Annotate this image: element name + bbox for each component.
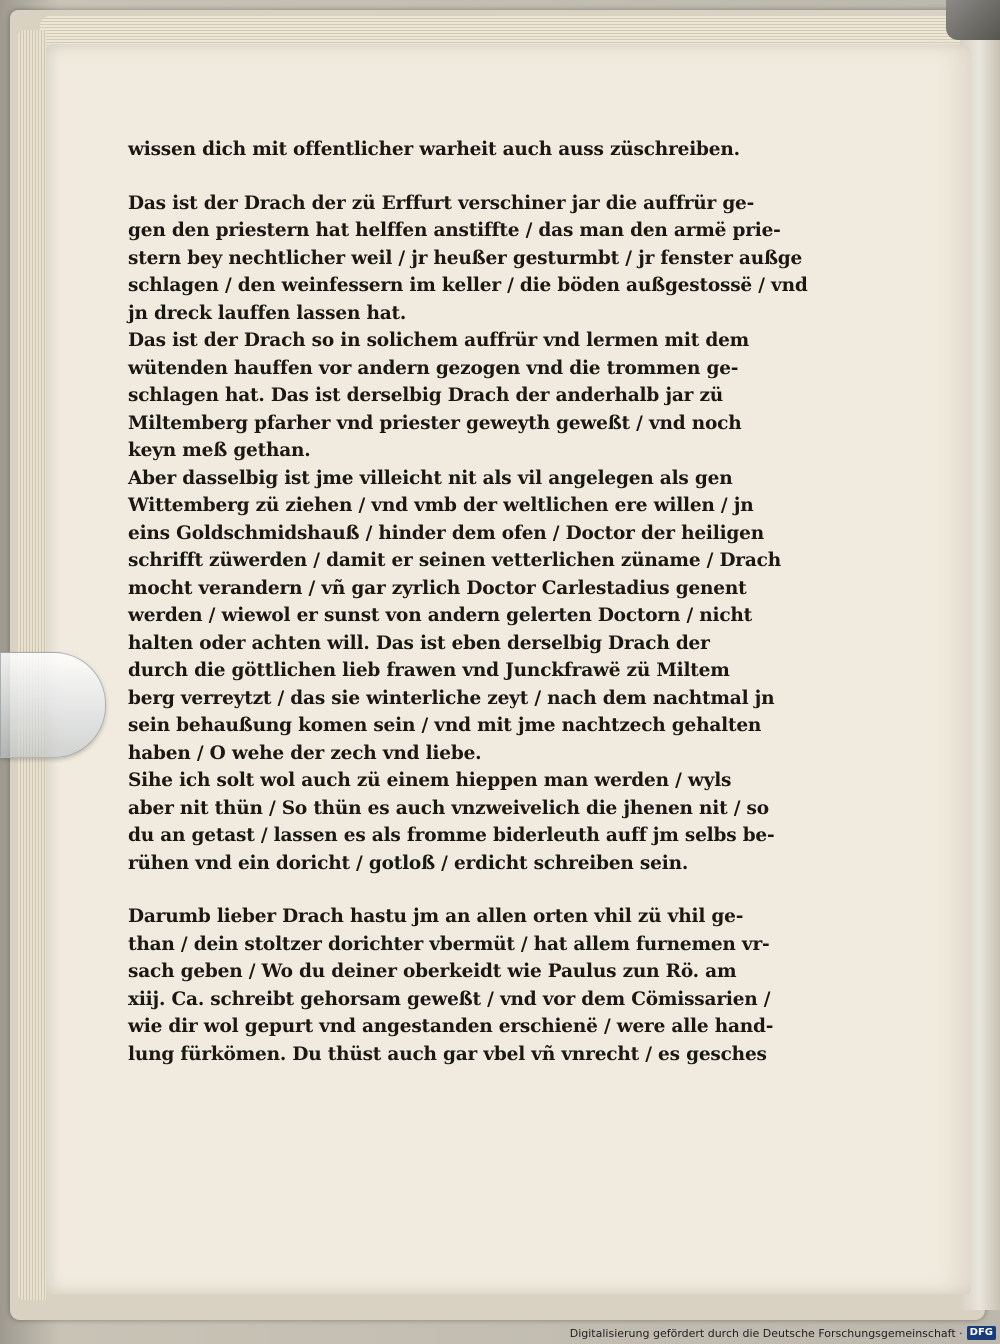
text-line: wütenden hauffen vor andern gezogen vnd die trommen ge- [128,356,739,379]
text-line: schlagen hat. Das ist derselbig Drach der anderhalb jar zü [128,384,724,406]
paragraph-gap [128,164,888,190]
page-text [128,136,888,1068]
text-line: lung fürkömen. Du thüst auch gar vbel vñ vnrecht / es gesches [128,1042,767,1065]
text-line: berg verreytzt / das sie winterliche zeyt / nach dem nachtmal jn [128,686,775,709]
text-line: Aber dasselbig ist jme villeicht nit als vil angelegen als gen [128,466,733,489]
text-line: werden / wiewol er sunst von andern gelerten Doctorn / nicht [128,604,753,626]
dfg-logo: DFG [967,1326,996,1340]
credit-text: Digitalisierung gefördert durch die Deutsche Forschungsgemeinschaft · [569,1326,963,1340]
text-line: Sihe ich solt wol auch zü einem hieppen man werden / wyls [128,769,732,791]
digitization-credit [570,1326,996,1340]
text-line: gen den priestern hat helffen anstiffte / das man den armë prie- [128,219,781,241]
text-line: wie dir wol gepurt vnd angestanden erschienë / were alle hand- [128,1015,774,1037]
text-line: haben / O wehe der zech vnd liebe. [128,741,482,764]
text-line: mocht verandern / vñ gar zyrlich Doctor Carlestadius genent [128,576,747,599]
text-line: rühen vnd ein doricht / gotloß / erdicht schreiben sein. [128,851,689,874]
text-line: Wittemberg zü ziehen / vnd vmb der weltlichen ere willen / jn [128,494,754,516]
text-line: schlagen / den weinfessern im keller / die böden außgestossë / vnd [128,274,808,296]
text-line: sach geben / Wo du deiner oberkeidt wie Paulus zun Rö. am [128,960,737,982]
text-line: wissen dich mit offentlicher warheit auch auss züschreiben. [128,138,740,160]
text-line: schrifft züwerden / damit er seinen vetterlichen züname / Drach [128,549,781,571]
page-holder-clip [0,652,106,758]
text-line: Darumb lieber Drach hastu jm an allen orten vhil zü vhil ge- [128,905,744,927]
paragraph-gap [128,877,888,903]
text-line: xiij. Ca. schreibt gehorsam geweßt / vnd vor dem Cömissarien / [128,987,771,1010]
text-line: Das ist der Drach so in solichem auffrür vnd lermen mit dem [128,329,750,351]
text-line: keyn meß gethan. [128,439,311,461]
text-line: aber nit thün / So thün es auch vnzweivelich die jhenen nit / so [128,796,769,819]
text-line: Miltemberg pfarher vnd priester geweyth geweßt / vnd noch [128,411,742,434]
text-line: jn dreck lauffen lassen hat. [128,301,407,324]
text-line: du an getast / lassen es als fromme biderleuth auff jm selbs be- [128,824,775,846]
text-line: sein behaußung komen sein / vnd mit jme nachtzech gehalten [128,714,762,736]
text-line: stern bey nechtlicher weil / jr heußer gesturmbt / jr fenster außge [128,246,803,269]
binding-corner [946,0,1000,40]
text-line: Das ist der Drach der zü Erffurt verschiner jar die auffrür ge- [128,191,755,214]
text-line: eins Goldschmidshauß / hinder dem ofen / Doctor der heiligen [128,521,764,544]
text-line: durch die göttlichen lieb frawen vnd Junckfrawë zü Miltem [128,659,730,681]
text-line: halten oder achten will. Das ist eben derselbig Drach der [128,631,710,654]
text-line: than / dein stoltzer dorichter vbermüt / hat allem furnemen vr- [128,932,770,955]
